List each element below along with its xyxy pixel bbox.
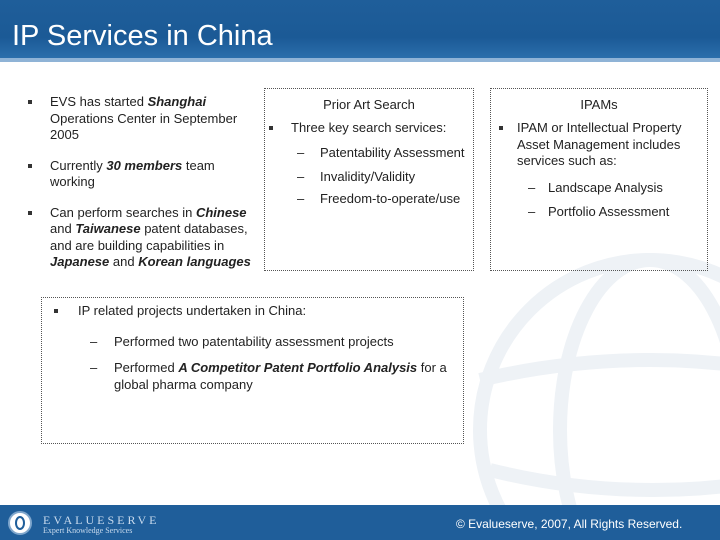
globe-watermark-icon xyxy=(420,230,720,530)
bullet-square-icon xyxy=(28,211,32,215)
bullet-square-icon xyxy=(269,126,273,130)
dash-marker: – xyxy=(528,179,536,195)
bullet-square-icon xyxy=(54,309,58,313)
bullet-text-pre: Currently xyxy=(50,157,107,173)
prior-art-search-box xyxy=(264,88,474,271)
bullet-text-mid: and xyxy=(109,254,139,269)
bullet-square-icon xyxy=(499,126,503,130)
projects-item-text-pre: Performed xyxy=(114,360,179,375)
bullet-square-icon xyxy=(28,100,32,104)
projects-item-text-post: for a global pharma company xyxy=(114,360,447,392)
bullet-text-bold: Korean languages xyxy=(138,254,251,269)
bullet-text-bold: 30 members xyxy=(106,157,183,173)
bullet-square-icon xyxy=(28,164,32,168)
dash-marker: – xyxy=(297,190,305,206)
prior-art-item-invalidity xyxy=(297,169,473,186)
bullet-text-mid: and xyxy=(50,221,76,236)
footer-brand: EVALUESERVE xyxy=(43,513,160,527)
prior-art-bullet xyxy=(269,120,473,137)
bullet-shanghai xyxy=(28,94,263,144)
title-bar xyxy=(0,0,720,62)
bullet-team xyxy=(28,158,263,191)
evalueserve-logo-icon xyxy=(8,511,32,535)
ipams-item-landscape xyxy=(528,180,707,197)
dash-marker: – xyxy=(297,144,305,160)
ipams-title: IPAMs xyxy=(580,97,618,112)
bullet-languages xyxy=(28,205,263,271)
dash-marker: – xyxy=(90,333,98,349)
prior-art-item-patentability xyxy=(297,145,473,162)
ipams-item-portfolio xyxy=(528,204,707,221)
prior-art-item-text: Freedom-to-operate/use xyxy=(320,190,461,206)
left-bullet-list xyxy=(28,94,263,271)
prior-art-item-freedom xyxy=(297,191,473,208)
bullet-text-bold: Taiwanese xyxy=(75,221,141,236)
projects-item-text-bold: A Competitor Patent Portfolio Analysis xyxy=(178,360,418,375)
bullet-text-pre: Can perform searches in xyxy=(50,204,196,220)
ipams-bullet xyxy=(499,120,707,170)
bullet-text-pre: EVS has started xyxy=(50,94,148,109)
projects-bullet-text: IP related projects undertaken in China: xyxy=(78,303,307,318)
bullet-text-post: team working xyxy=(50,157,215,189)
bullet-text-bold: Japanese xyxy=(50,254,110,269)
bullet-text-post: Operations Center in September 2005 xyxy=(50,110,238,142)
prior-art-title: Prior Art Search xyxy=(323,97,415,112)
projects-item-patentability xyxy=(90,334,463,351)
ipams-item-text: Portfolio Assessment xyxy=(548,204,670,219)
ipams-box xyxy=(490,88,708,271)
ipams-item-text: Landscape Analysis xyxy=(548,179,663,195)
projects-item-competitor xyxy=(90,360,463,393)
bullet-text-bold: Shanghai xyxy=(147,94,207,109)
dash-marker: – xyxy=(90,360,98,375)
title-underline xyxy=(0,58,720,62)
projects-bullet xyxy=(54,303,463,320)
prior-art-item-text: Invalidity/Validity xyxy=(320,169,416,184)
dash-marker: – xyxy=(528,204,536,219)
projects-item-text: Performed two patentability assessment projects xyxy=(114,333,394,349)
bullet-text-mid: patent databases, and are building capabilities in xyxy=(50,221,248,253)
footer-tagline: Expert Knowledge Services xyxy=(43,526,133,535)
bullet-text-bold: Chinese xyxy=(195,204,247,220)
footer-copyright: © Evalueserve, 2007, All Rights Reserved. xyxy=(456,517,683,531)
prior-art-item-text: Patentability Assessment xyxy=(320,144,465,160)
prior-art-bullet-text: Three key search services: xyxy=(291,120,447,135)
slide-title: IP Services in China xyxy=(12,20,273,52)
projects-box xyxy=(41,297,464,444)
dash-marker: – xyxy=(297,169,305,184)
ipams-bullet-text: IPAM or Intellectual Property Asset Management includes services such as: xyxy=(517,120,682,168)
